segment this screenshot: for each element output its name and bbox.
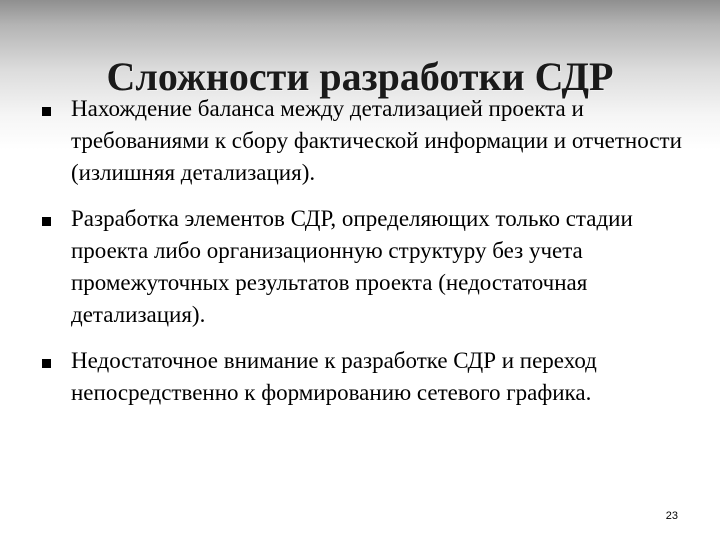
square-bullet-icon <box>42 107 51 116</box>
bullet-item-2 <box>0 203 720 331</box>
page-number: 23 <box>665 510 678 522</box>
square-bullet-icon <box>42 359 51 368</box>
bullet-item-1 <box>0 93 720 189</box>
bullet-text-3: Недостаточное внимание к разработке СДР и переход непосредственно к формированию сетевого графика. <box>71 348 597 405</box>
square-bullet-icon <box>42 217 51 226</box>
slide-title: Сложности разработки СДР <box>106 53 614 99</box>
bullet-list <box>0 93 720 423</box>
bullet-text-2: Разработка элементов СДР, определяющих только стадии проекта либо организационную структуру без учета промежуточных результатов проекта (недостаточная детализация). <box>71 206 633 327</box>
bullet-text-1: Нахождение баланса между детализацией проекта и требованиями к сбору фактической информации и отчетности (излишняя детализация). <box>71 96 682 185</box>
bullet-item-3 <box>0 345 720 409</box>
